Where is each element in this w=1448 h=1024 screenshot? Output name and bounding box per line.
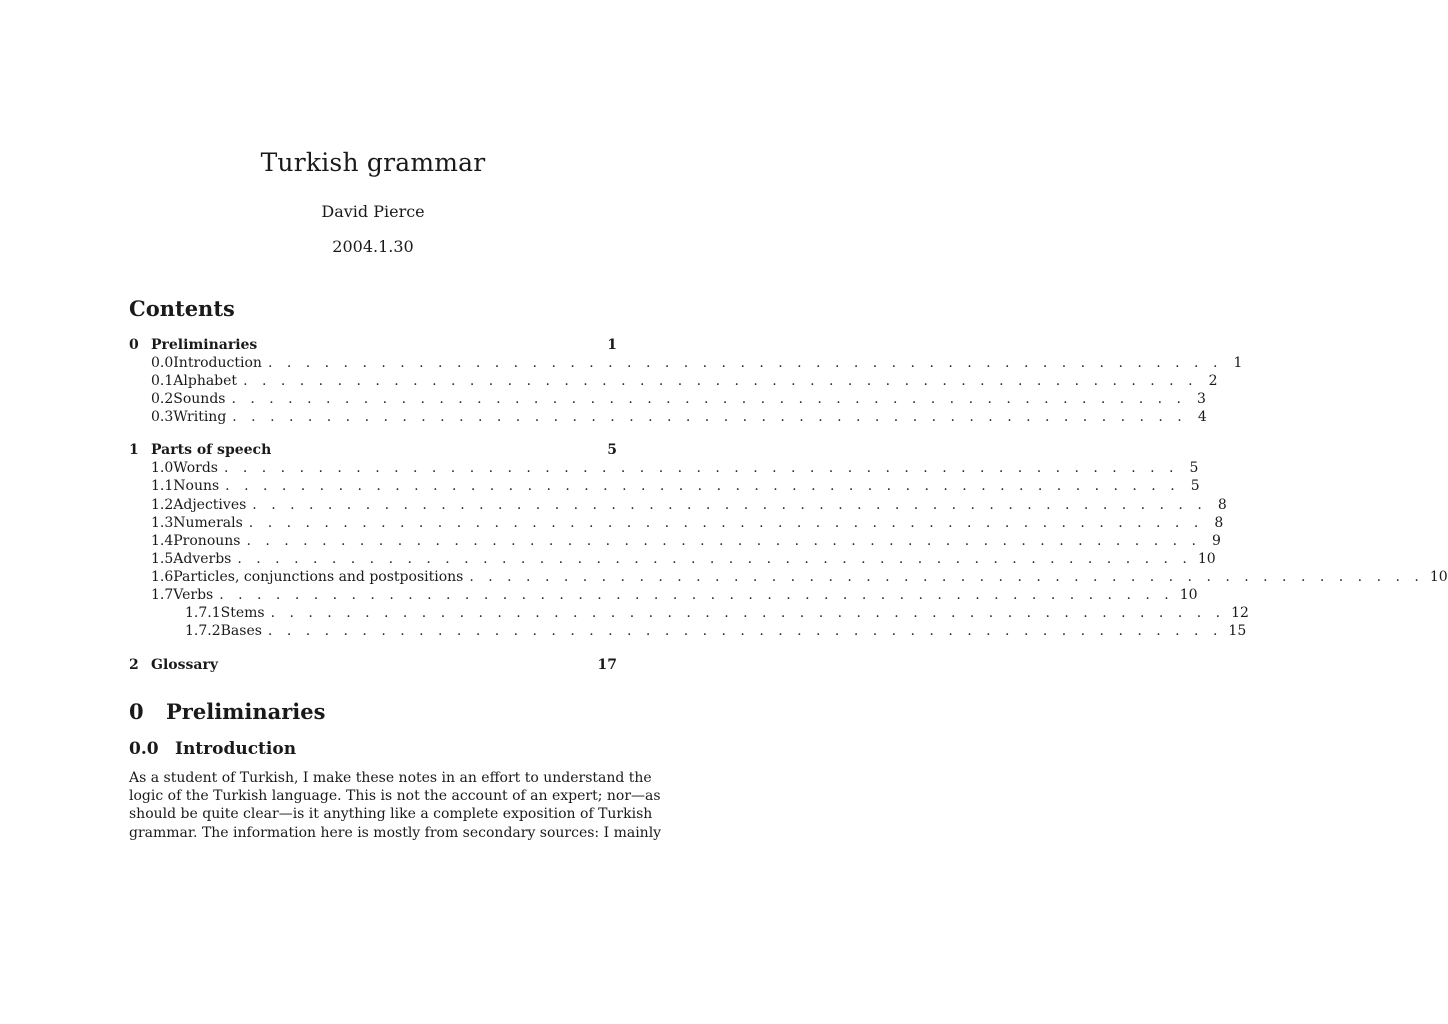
toc-entry[interactable] xyxy=(129,568,1448,586)
toc-entry[interactable] xyxy=(129,656,617,674)
toc-entry[interactable] xyxy=(129,604,1249,622)
toc-entry-page: 17 xyxy=(597,657,617,673)
toc-entry-title: Sounds xyxy=(173,391,226,407)
toc-entry-title: Writing xyxy=(173,409,227,425)
paragraph-line: logic of the Turkish language. This is not the account of an expert; nor—as xyxy=(129,788,661,805)
toc-entry-page: 10 xyxy=(1179,587,1198,603)
toc-leader-dots: . . . . . . . . . . . . . . . . . . . . . . . . . . . . . . . . . . . . . . . . . . . . . . . . . . . xyxy=(246,533,1201,549)
toc-entry-page: 4 xyxy=(1197,409,1207,425)
toc-entry-page: 10 xyxy=(1197,551,1216,567)
toc-entry-number: 1.3 xyxy=(151,515,174,531)
toc-leader-dots: . . . . . . . . . . . . . . . . . . . . . . . . . . . . . . . . . . . . . . . . . . . . . . . . . . . xyxy=(225,478,1180,494)
toc-leader-dots: . . . . . . . . . . . . . . . . . . . . . . . . . . . . . . . . . . . . . . . . . . . . . . . . . . . xyxy=(219,587,1174,603)
toc-entry-page: 1 xyxy=(607,337,617,353)
toc-entry[interactable] xyxy=(129,586,1198,604)
toc-entry-number: 1.7 xyxy=(151,587,174,603)
toc-entry[interactable] xyxy=(129,550,1216,568)
toc-entry-page: 5 xyxy=(1190,478,1200,494)
toc-entry-number: 1.0 xyxy=(151,460,174,476)
toc-entry[interactable] xyxy=(129,459,1199,477)
toc-entry[interactable] xyxy=(129,441,617,459)
toc-entry-page: 8 xyxy=(1214,515,1224,531)
toc-entry-page: 5 xyxy=(607,442,617,458)
paragraph-line: should be quite clear—is it anything like a complete exposition of Turkish xyxy=(129,806,653,823)
document-title: Turkish grammar xyxy=(260,148,486,177)
toc-leader-dots: . . . . . . . . . . . . . . . . . . . . . . . . . . . . . . . . . . . . . . . . . . . . . . . . . . . xyxy=(270,605,1226,621)
toc-entry-title: Nouns xyxy=(173,478,220,494)
toc-entry-number: 1.7.2 xyxy=(185,623,221,639)
introduction-paragraph xyxy=(129,769,662,842)
document-author: David Pierce xyxy=(321,202,425,221)
toc-entry-title: Preliminaries xyxy=(151,337,258,353)
toc-leader-dots: . . . . . . . . . . . . . . . . . . . . . . . . . . . . . . . . . . . . . . . . . . . . . . . . . . . xyxy=(248,515,1204,531)
toc-entry-title: Bases xyxy=(220,623,262,639)
toc-entry-number: 1.4 xyxy=(151,533,174,549)
toc-entry-title: Stems xyxy=(220,605,265,621)
toc-entry-number: 0.1 xyxy=(151,373,174,389)
toc-entry-page: 8 xyxy=(1217,497,1227,513)
subsection-heading xyxy=(129,739,296,759)
toc-entry-title: Particles, conjunctions and postpositions xyxy=(173,569,464,585)
toc-entry-title: Words xyxy=(173,460,218,476)
toc-leader-dots: . . . . . . . . . . . . . . . . . . . . . . . . . . . . . . . . . . . . . . . . . . . . . . . . . . . xyxy=(243,373,1198,389)
toc-entry-page: 2 xyxy=(1208,373,1218,389)
toc-entry-title: Alphabet xyxy=(173,373,238,389)
toc-leader-dots: . . . . . . . . . . . . . . . . . . . . . . . . . . . . . . . . . . . . . . . . . . . . . . . . . . . xyxy=(223,460,1179,476)
toc-entry-title: Verbs xyxy=(173,587,214,603)
toc-leader-dots: . . . . . . . . . . . . . . . . . . . . . . . . . . . . . . . . . . . . . . . . . . . . . . . . . . . xyxy=(469,569,1424,585)
toc-leader-dots: . . . . . . . . . . . . . . . . . . . . . . . . . . . . . . . . . . . . . . . . . . . . . . . . . . . xyxy=(267,355,1223,371)
subsection-title: Introduction xyxy=(175,739,297,759)
toc-entry-number: 0 xyxy=(129,337,139,353)
toc-entry-title: Adverbs xyxy=(173,551,232,567)
toc-entry[interactable] xyxy=(129,477,1200,495)
toc-entry[interactable] xyxy=(129,372,1218,390)
toc-entry[interactable] xyxy=(129,390,1206,408)
toc-entry-number: 0.3 xyxy=(151,409,174,425)
toc-entry-title: Glossary xyxy=(151,657,218,673)
toc-entry[interactable] xyxy=(129,532,1221,550)
toc-entry-number: 1.5 xyxy=(151,551,174,567)
paragraph-line: grammar. The information here is mostly from secondary sources: I mainly xyxy=(129,824,662,841)
toc-leader-dots: . . . . . . . . . . . . . . . . . . . . . . . . . . . . . . . . . . . . . . . . . . . . . . . . . . . xyxy=(252,497,1207,513)
toc-leader-dots: . . . . . . . . . . . . . . . . . . . . . . . . . . . . . . . . . . . . . . . . . . . . . . . . . . . xyxy=(231,391,1186,407)
contents-heading: Contents xyxy=(129,296,235,321)
toc-entry[interactable] xyxy=(129,496,1227,514)
toc-entry[interactable] xyxy=(129,336,617,354)
document-date: 2004.1.30 xyxy=(332,237,414,256)
toc-entry[interactable] xyxy=(129,408,1207,426)
toc-leader-dots: . . . . . . . . . . . . . . . . . . . . . . . . . . . . . . . . . . . . . . . . . . . . . . . . . . . xyxy=(267,623,1223,639)
toc-entry-number: 0.0 xyxy=(151,355,174,371)
toc-entry-number: 1.7.1 xyxy=(185,605,221,621)
section-number: 0 xyxy=(129,699,144,724)
toc-entry-page: 15 xyxy=(1228,623,1247,639)
toc-entry-page: 9 xyxy=(1212,533,1221,549)
toc-entry-title: Pronouns xyxy=(173,533,241,549)
toc-entry-number: 0.2 xyxy=(151,391,174,407)
toc-leader-dots: . . . . . . . . . . . . . . . . . . . . . . . . . . . . . . . . . . . . . . . . . . . . . . . . . . . xyxy=(237,551,1192,567)
toc-entry-page: 12 xyxy=(1231,605,1249,621)
toc-entry-number: 2 xyxy=(129,657,139,673)
toc-entry-title: Numerals xyxy=(173,515,243,531)
toc-entry-title: Adjectives xyxy=(173,497,247,513)
toc-entry-number: 1.6 xyxy=(151,569,174,585)
toc-entry-page: 10 xyxy=(1429,569,1448,585)
paragraph-line: As a student of Turkish, I make these notes in an effort to understand the xyxy=(129,770,652,786)
subsection-number: 0.0 xyxy=(129,739,159,759)
toc-leader-dots: . . . . . . . . . . . . . . . . . . . . . . . . . . . . . . . . . . . . . . . . . . . . . . . . . . . xyxy=(232,409,1187,425)
toc-entry-title: Introduction xyxy=(173,355,262,371)
toc-entry-title: Parts of speech xyxy=(151,442,272,458)
toc-entry-page: 5 xyxy=(1189,460,1199,476)
toc-entry-number: 1.1 xyxy=(151,478,174,494)
toc-entry[interactable] xyxy=(129,354,1243,372)
section-heading xyxy=(129,699,325,724)
toc-entry-page: 1 xyxy=(1233,355,1243,371)
section-title: Preliminaries xyxy=(166,699,326,724)
toc-entry-page: 3 xyxy=(1197,391,1206,407)
toc-entry[interactable] xyxy=(129,622,1247,640)
toc-entry-number: 1 xyxy=(129,442,139,458)
toc-entry[interactable] xyxy=(129,514,1224,532)
toc-entry-number: 1.2 xyxy=(151,497,174,513)
